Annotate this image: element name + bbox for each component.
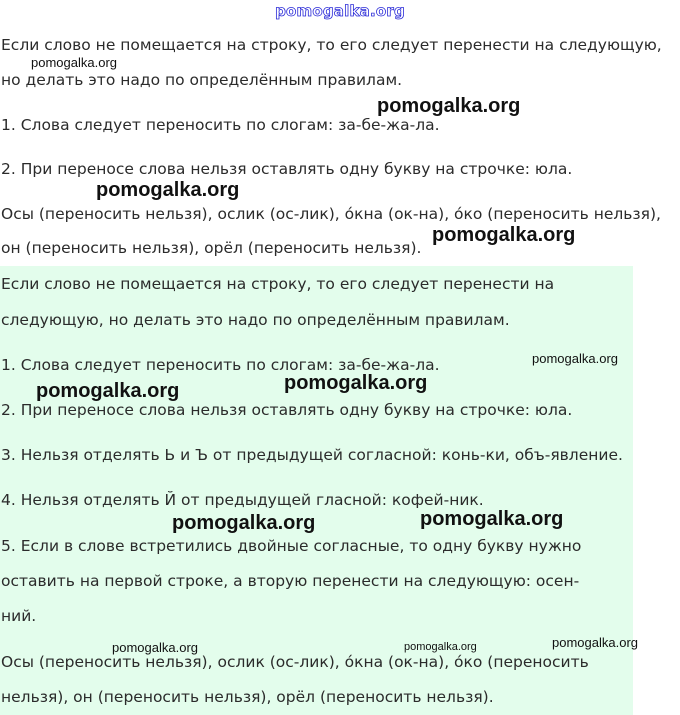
intro-line: но делать это надо по определённым правилам. <box>1 71 403 89</box>
panel-rule-5: 5. Если в слове встретились двойные согласные, то одну букву нужно <box>1 537 582 555</box>
intro-example-line: он (переносить нельзя), орёл (переносить нельзя). <box>1 239 422 257</box>
watermark: pomogalka.org <box>420 508 564 530</box>
panel-line: следующую, но делать это надо по определённым правилам. <box>1 311 510 329</box>
panel-rule-1: 1. Слова следует переносить по слогам: за-бе-жа-ла. <box>1 356 440 374</box>
watermark: pomogalka.org <box>96 179 240 201</box>
intro-rule-1: 1. Слова следует переносить по слогам: за-бе-жа-ла. <box>1 116 440 134</box>
panel-example-line: Осы (переносить нельзя), ослик (ос-лик), о́кна (ок-на), о́ко (переносить <box>1 653 589 671</box>
watermark: pomogalka.org <box>112 640 198 655</box>
watermark: pomogalka.org <box>284 372 428 394</box>
intro-rule-2: 2. При переносе слова нельзя оставлять одну букву на строчке: юла. <box>1 160 573 178</box>
watermark: pomogalka.org <box>552 635 638 650</box>
watermark: pomogalka.org <box>404 641 477 653</box>
header-site-link[interactable]: pomogalka.org <box>275 2 405 20</box>
watermark: pomogalka.org <box>31 55 117 70</box>
panel-rule-2: 2. При переносе слова нельзя оставлять одну букву на строчке: юла. <box>1 401 573 419</box>
watermark: pomogalka.org <box>36 380 180 402</box>
watermark: pomogalka.org <box>432 224 576 246</box>
panel-rule-4: 4. Нельзя отделять Й от предыдущей гласной: кофей-ник. <box>1 491 484 509</box>
panel-example-line: нельзя), он (переносить нельзя), орёл (переносить нельзя). <box>1 688 494 706</box>
intro-example-line: Осы (переносить нельзя), ослик (ос-лик), о́кна (ок-на), о́ко (переносить нельзя), <box>1 205 661 223</box>
panel-rule-5-cont: оставить на первой строке, а вторую перенести на следующую: осен- <box>1 572 580 590</box>
panel-rule-3: 3. Нельзя отделять Ь и Ъ от предыдущей согласной: конь-ки, объ-явление. <box>1 446 623 464</box>
watermark: pomogalka.org <box>532 351 618 366</box>
watermark: pomogalka.org <box>172 512 316 534</box>
panel-rule-5-cont: ний. <box>1 607 37 625</box>
watermark: pomogalka.org <box>377 95 521 117</box>
intro-line: Если слово не помещается на строку, то его следует перенести на следующую, <box>1 36 662 54</box>
panel-line: Если слово не помещается на строку, то его следует перенести на <box>1 275 555 293</box>
